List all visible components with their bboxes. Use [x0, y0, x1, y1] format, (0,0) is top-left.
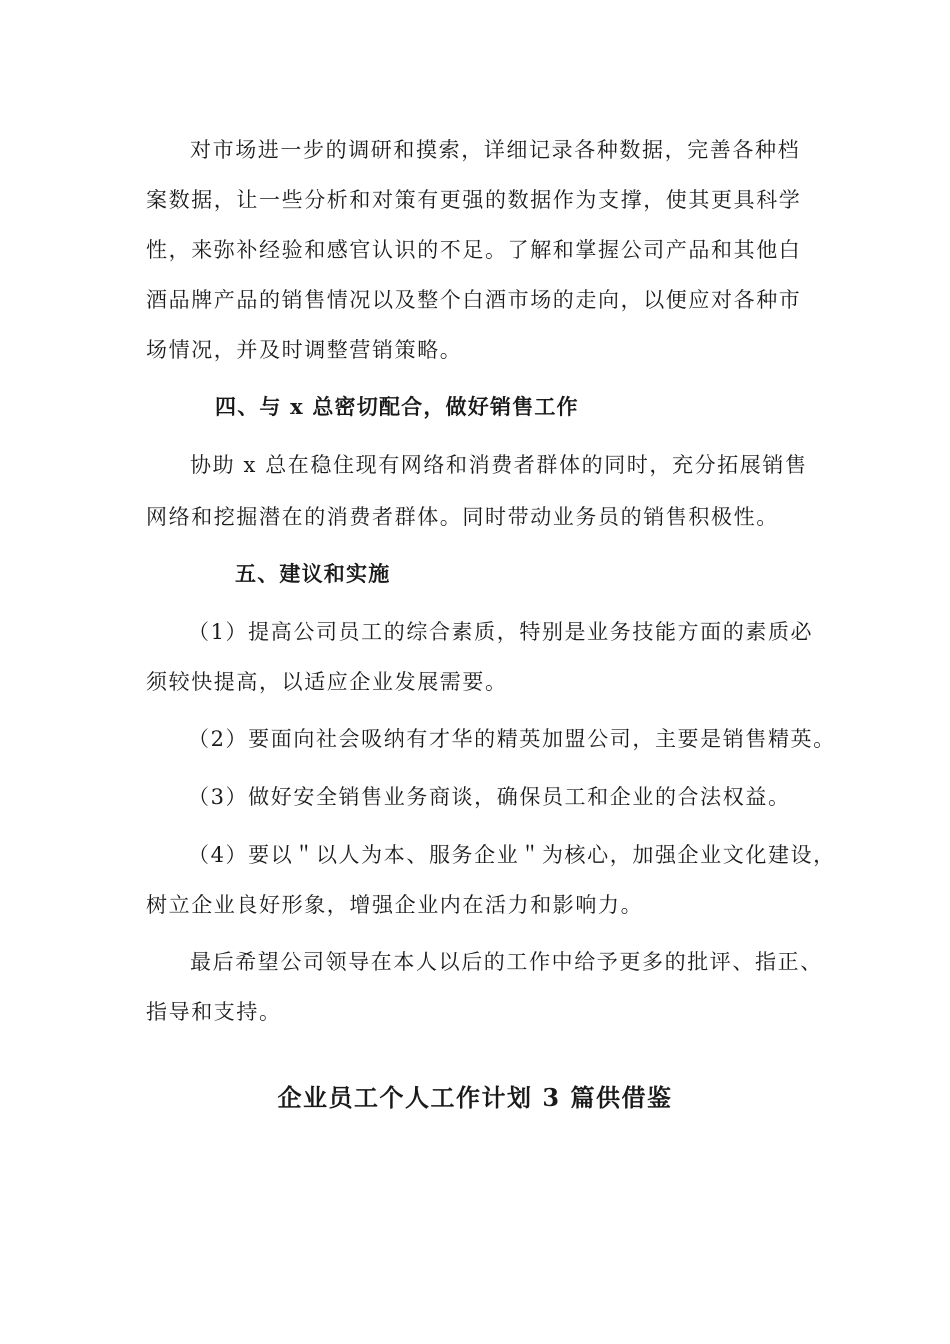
paragraph-line: 最后希望公司领导在本人以后的工作中给予更多的批评、指正、: [190, 950, 823, 974]
paragraph-line: 网络和挖掘潜在的消费者群体。同时带动业务员的销售积极性。: [146, 505, 779, 529]
list-item-line: 树立企业良好形象，增强企业内在活力和影响力。: [146, 893, 644, 917]
paragraph-line: 酒品牌产品的销售情况以及整个白酒市场的走向，以便应对各种市: [146, 288, 802, 312]
list-item-line: （1）提高公司员工的综合素质，特别是业务技能方面的素质必: [188, 620, 814, 644]
section-heading: 五、建议和实施: [235, 561, 391, 586]
list-item-line: （2）要面向社会吸纳有才华的精英加盟公司，主要是销售精英。: [188, 727, 836, 751]
document-title: 企业员工个人工作计划 3 篇供借鉴: [277, 1083, 673, 1112]
paragraph-line: 性，来弥补经验和感官认识的不足。了解和掌握公司产品和其他白: [146, 238, 802, 262]
list-item-line: （4）要以＂以人为本、服务企业＂为核心，加强企业文化建设，: [188, 843, 836, 867]
section-heading: 四、与 x 总密切配合，做好销售工作: [215, 394, 579, 419]
paragraph-line: 场情况，并及时调整营销策略。: [146, 338, 463, 362]
list-item-line: （3）做好安全销售业务商谈，确保员工和企业的合法权益。: [188, 785, 791, 809]
paragraph-line: 案数据，让一些分析和对策有更强的数据作为支撑，使其更具科学: [146, 188, 802, 212]
paragraph-line: 对市场进一步的调研和摸索，详细记录各种数据，完善各种档: [190, 138, 801, 162]
paragraph-line: 指导和支持。: [146, 1000, 282, 1024]
paragraph-line: 协助 x 总在稳住现有网络和消费者群体的同时，充分拓展销售: [190, 453, 808, 477]
list-item-line: 须较快提高，以适应企业发展需要。: [146, 670, 508, 694]
